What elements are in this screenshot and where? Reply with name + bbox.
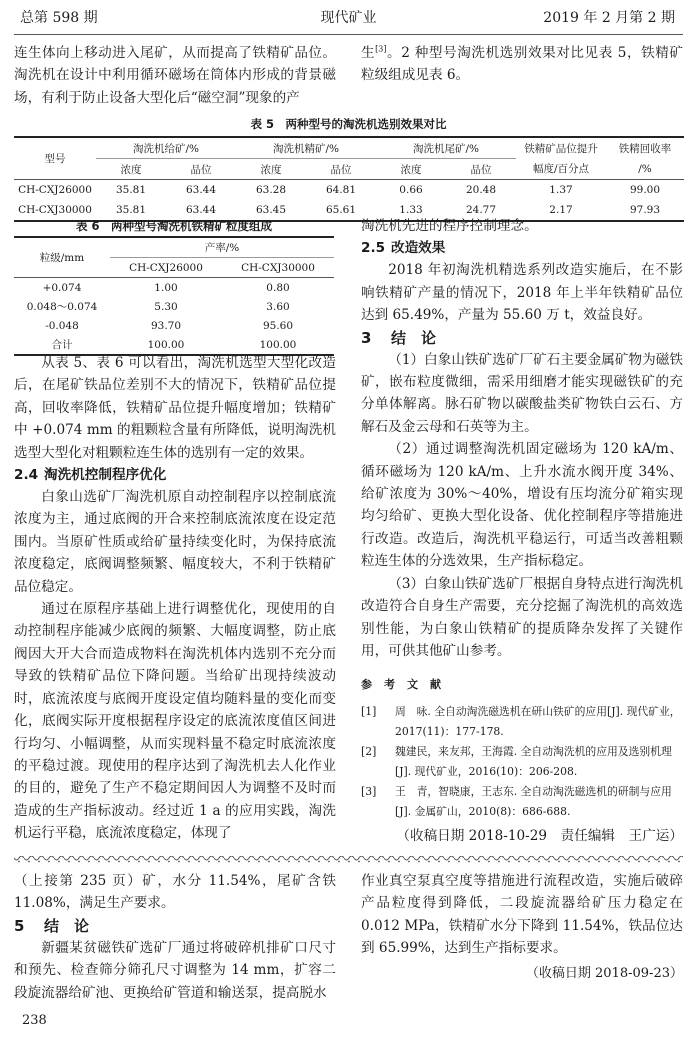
references-list <box>361 702 683 822</box>
table-cell: 99.00 <box>629 184 661 196</box>
table-cell: 35.81 <box>115 184 147 196</box>
received-date-editor: （收稿日期 2018-10-29 责任编辑 王广运） <box>396 828 683 845</box>
section-number: 5 <box>14 916 25 935</box>
table-row <box>14 180 684 201</box>
table-cell: 0.80 <box>266 281 290 294</box>
table5 <box>14 136 684 222</box>
top-left-paragraph: 连生体向上移动进入尾矿，从而提高了铁精矿品位。淘洗机在设计中利用循环磁场在筒体内形成的背景磁场，有利于防止设备大型化后“磁空洞”现象的产 <box>14 45 336 106</box>
conclusion-2: （2）通过调整淘洗机固定磁场为 120 kA/m、循环磁场为 120 kA/m、上升水流水阀开度 34%、给矿浓度为 30%～40%，增设有压均流分矿箱实现均匀给矿、更换大型化设备、优化控制程序等措施进行改造。改造后，淘洗机平稳运行，可适当改善粗颗粒连生体的分选效果，生产指标稳定。 <box>361 441 683 570</box>
table-row <box>14 316 334 335</box>
table-cell: CH-CXJ26000 <box>18 184 92 196</box>
references-title: 参考文献 <box>361 678 453 692</box>
conclusion-3: （3）白象山铁矿选矿厂根据自身特点进行淘洗机改造符合自身生产需要，充分挖掘了淘洗机的高效选别性能，为白象山铁精矿的提质降杂发挥了关键作用，可供其他矿山参考。 <box>361 575 683 659</box>
table-cell: 0.66 <box>399 184 423 196</box>
table5-sub-grade: 品位 <box>330 163 352 176</box>
section-heading-2-5 <box>361 237 683 259</box>
table5-sub-grade: 品位 <box>470 163 492 176</box>
section-heading-2-4 <box>14 464 336 486</box>
table-cell: CH-CXJ30000 <box>18 204 92 216</box>
table5-sub-density: 浓度 <box>120 163 142 176</box>
reference-number: [2] <box>361 745 377 759</box>
table6-header-yield: 产率/% <box>110 237 334 258</box>
table-cell: 2.17 <box>549 204 573 216</box>
reference-item <box>361 702 683 742</box>
section-heading-3 <box>361 327 683 349</box>
paragraph: 白象山选矿厂淘洗机原自动控制程序以控制底流浓度为主，通过底阀的开合来控制底流浓度在设定范围内。当原矿性质或给矿量持续变化时，为保持底流浓度稳定，底阀调整频繁、幅度较大，不利于铁精矿品位稳定。 <box>14 489 336 595</box>
table-cell: 5.30 <box>154 300 178 313</box>
table5-header-model: 型号 <box>44 153 66 165</box>
section-title: 结 论 <box>391 328 437 347</box>
table5-header-tailings: 淘洗机尾矿/% <box>376 137 516 159</box>
table-cell: 1.33 <box>399 204 423 216</box>
table-cell: 100.00 <box>147 338 185 351</box>
table-row <box>14 297 334 316</box>
top-right-pre: 生 <box>361 45 376 61</box>
reference-number: [3] <box>361 785 377 799</box>
table-cell: 100.00 <box>259 338 297 351</box>
table5-header-grade-up-unit: 幅度/百分点 <box>532 163 590 176</box>
table6 <box>14 236 334 356</box>
paragraph: 新疆某贫磁铁矿选矿厂通过将破碎机排矿口尺寸和预先、检查筛分筛孔尺寸调整为 14 mm，扩容二段旋流器给矿池、更换给矿管道和输送泵，提高脱水 <box>14 939 336 1001</box>
table6-header-model-2: CH-CXJ30000 <box>241 261 315 274</box>
left-column <box>14 352 336 845</box>
reference-number: [1] <box>361 705 377 719</box>
paragraph: 从表 5、表 6 可以看出，淘洗机选型大型化改造后，在尾矿铁品位差别不大的情况下，铁精矿品位提高，回收率降低，铁精矿品位提升幅度增加；铁精矿中 +0.074 mm 的粗颗粒含量有所降低，说明淘洗机选型大型化对粗颗粒连生体的选别有一定的效果。 <box>14 355 336 461</box>
table-cell: 合计 <box>51 339 73 351</box>
table5-header-recovery: 铁精回收率 <box>618 142 672 155</box>
paragraph: 作业真空泵真空度等措施进行流程改造，实施后破碎产品粒度得到降低，二段旋流器给矿压力稳定在 0.012 MPa，铁精矿水分下降到 11.54%，铁品位达到 65.99%，达到生产指标要求。 <box>361 873 683 957</box>
table-cell: 97.93 <box>629 204 661 216</box>
table-cell: 1.37 <box>549 184 573 196</box>
bottom-right-column <box>361 870 683 981</box>
table-cell: 24.77 <box>465 204 497 216</box>
section-number: 3 <box>361 328 372 347</box>
paragraph: 淘洗机先进的程序控制理念。 <box>361 218 538 234</box>
reference-item <box>361 742 683 782</box>
table-cell: 35.81 <box>115 204 147 216</box>
section-title: 淘洗机控制程序优化 <box>44 467 167 484</box>
table-cell: 0.048～0.074 <box>26 301 98 313</box>
citation-ref[interactable]: [3] <box>375 44 387 54</box>
table-row <box>14 278 334 298</box>
table-cell: 95.60 <box>262 319 294 332</box>
table5-caption: 表 5 两种型号的淘洗机选别效果对比 <box>250 117 447 131</box>
table-cell: 63.44 <box>185 184 217 196</box>
reference-item <box>361 782 683 822</box>
table6-header-size: 粒级/mm <box>39 252 85 264</box>
section-title: 改造效果 <box>391 240 446 257</box>
reference-text: 王 青，智晓康，王志东. 全自动淘洗磁选机的研制与应用[J]. 金属矿山，2010(8)：686-688. <box>395 785 672 819</box>
table6-caption: 表 6 两种型号淘洗机铁精矿粒度组成 <box>75 219 272 233</box>
section-number: 2.5 <box>361 240 386 257</box>
header-rule <box>14 34 683 35</box>
table-cell: 63.28 <box>255 184 287 196</box>
table-cell: 20.48 <box>465 184 497 196</box>
reference-text: 魏建民，来友邦，王海霞. 全自动淘洗机的应用及选别机理[J]. 现代矿业，2016(10)：206-208. <box>395 745 672 779</box>
issue-date: 2019 年 2 月第 2 期 <box>543 10 675 26</box>
section-heading-5 <box>14 915 336 937</box>
table6-header-model-1: CH-CXJ26000 <box>129 261 203 274</box>
reference-text: 周 咏. 全自动淘洗磁选机在研山铁矿的应用[J]. 现代矿业，2017(11)：177-178. <box>395 705 681 739</box>
wavy-divider <box>14 856 683 864</box>
top-right-post: 。2 种型号淘洗机选别效果对比见表 5，铁精矿粒级组成见表 6。 <box>361 45 683 84</box>
table5-header-feed: 淘洗机给矿/% <box>96 137 236 159</box>
table5-sub-density: 浓度 <box>260 163 282 176</box>
paragraph: 通过在原程序基础上进行调整优化，现使用的自动控制程序能减少底阀的频繁、大幅度调整，防止底阀因大开大合而造成物料在淘洗机体内选别不充分而导致的铁精矿品位下降问题。当给矿出现持续波动时，底流浓度与底阀开度设定值均随料量的变化而变化，底阀实际开度根据程序设定的底流浓度值区间进行均匀、小幅调整，从而实现料量不稳定时底流浓度的平稳过渡。现使用的程序达到了淘洗机去人化作业的目的，避免了生产不稳定期间因人为调整不及时而造成的生产指标波动。经过近 1 a 的应用实践，淘洗机运行平稳，底流浓度稳定，体现了 <box>14 601 336 842</box>
paragraph: （上接第 235 页）矿，水分 11.54%，尾矿含铁 11.08%，满足生产要求。 <box>14 873 336 912</box>
page-number: 238 <box>22 1013 47 1028</box>
table-cell: 64.81 <box>325 184 357 196</box>
table-cell: 1.00 <box>154 281 178 294</box>
section-title: 结 论 <box>44 916 90 935</box>
table-cell: 93.70 <box>150 319 182 332</box>
table-cell: 63.44 <box>185 204 217 216</box>
table5-sub-grade: 品位 <box>190 163 212 176</box>
table5-sub-density: 浓度 <box>400 163 422 176</box>
bottom-left-column <box>14 870 336 1004</box>
table5-header-concentrate: 淘洗机精矿/% <box>236 137 376 159</box>
journal-name: 现代矿业 <box>320 10 377 26</box>
issue-total: 总第 598 期 <box>20 10 98 26</box>
table-cell: +0.074 <box>42 281 82 294</box>
conclusion-1: （1）白象山铁矿选矿厂矿石主要金属矿物为磁铁矿，嵌布粒度微细，需采用细磨才能实现磁铁矿的充分单体解离。脉石矿物以碳酸盐类矿物铁白云石、方解石及金云母和石英等为主。 <box>361 351 683 435</box>
paragraph: 2018 年初淘洗机精选系列改造实施后，在不影响铁精矿产量的情况下，2018 年上半年铁精矿品位达到 65.49%，产量为 55.60 万 t，效益良好。 <box>361 262 683 324</box>
top-right-paragraph <box>361 42 683 87</box>
table5-header-grade-up: 铁精矿品位提升 <box>524 142 598 155</box>
table-cell: -0.048 <box>45 319 79 332</box>
right-column <box>361 215 683 844</box>
table-cell: 65.61 <box>325 204 357 216</box>
table-cell: 3.60 <box>266 300 290 313</box>
table-cell: 63.45 <box>255 204 287 216</box>
received-date: （收稿日期 2018-09-23） <box>525 965 683 981</box>
table5-header-recovery-unit: /% <box>638 162 652 175</box>
section-number: 2.4 <box>14 467 39 484</box>
